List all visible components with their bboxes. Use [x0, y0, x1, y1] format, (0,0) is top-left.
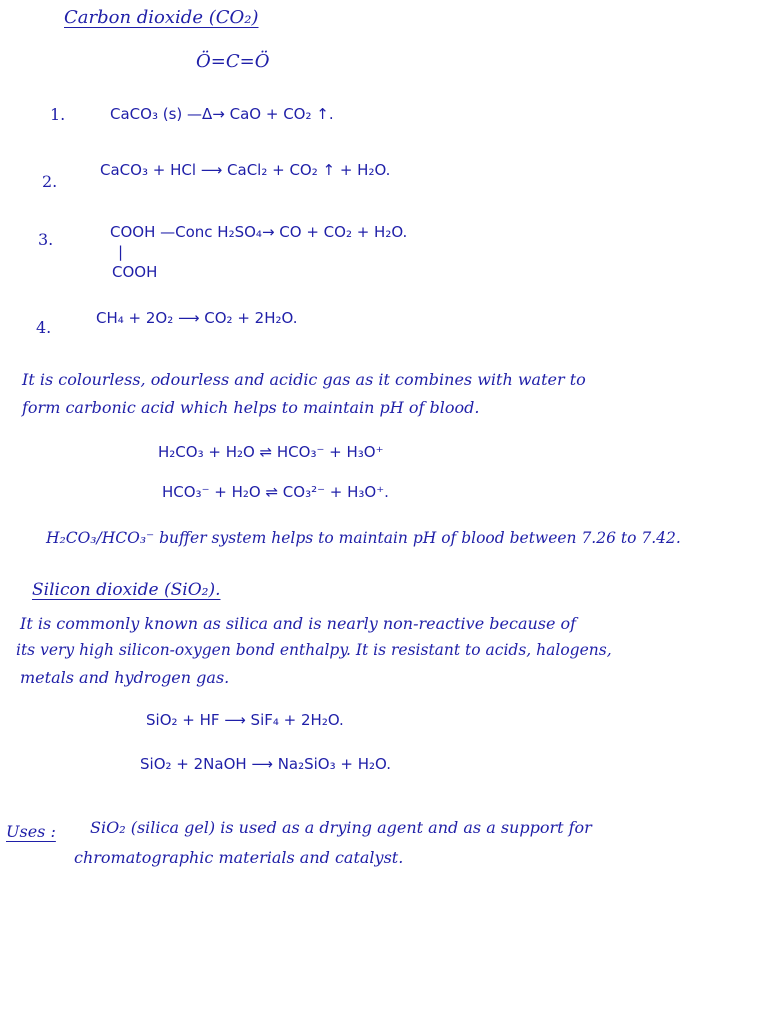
equilibrium-2: HCO₃⁻ + H₂O ⇌ CO₃²⁻ + H₃O⁺.: [162, 483, 389, 501]
co2-heading: Carbon dioxide (CO₂): [64, 7, 259, 28]
sio2-para-line-3: metals and hydrogen gas.: [20, 668, 230, 687]
equilibrium-1: H₂CO₃ + H₂O ⇌ HCO₃⁻ + H₃O⁺: [158, 443, 384, 461]
uses-label: Uses :: [6, 822, 56, 841]
sio2-para-line-2: its very high silicon-oxygen bond enthalpy. It is resistant to acids, halogens,: [16, 641, 612, 659]
reaction-3-number: 3.: [38, 230, 54, 249]
sio2-heading: Silicon dioxide (SiO₂).: [32, 580, 221, 600]
co2-para-line-2: form carbonic acid which helps to maintain pH of blood.: [22, 398, 480, 417]
reaction-2: CaCO₃ + HCl ⟶ CaCl₂ + CO₂ ↑ + H₂O.: [100, 161, 391, 179]
reaction-4: CH₄ + 2O₂ ⟶ CO₂ + 2H₂O.: [96, 309, 298, 327]
sio2-reaction-2: SiO₂ + 2NaOH ⟶ Na₂SiO₃ + H₂O.: [140, 755, 391, 773]
reaction-1: CaCO₃ (s) —Δ→ CaO + CO₂ ↑.: [110, 105, 334, 123]
co2-para-line-1: It is colourless, odourless and acidic gas as it combines with water to: [22, 370, 586, 389]
reaction-3-sub: COOH: [112, 263, 158, 281]
reaction-2-number: 2.: [42, 172, 58, 191]
sio2-reaction-1: SiO₂ + HF ⟶ SiF₄ + 2H₂O.: [146, 711, 344, 729]
sio2-para-line-1: It is commonly known as silica and is nearly non-reactive because of: [20, 614, 577, 633]
reaction-4-number: 4.: [36, 318, 52, 337]
buffer-statement: H₂CO₃/HCO₃⁻ buffer system helps to maintain pH of blood between 7.26 to 7.42.: [46, 529, 681, 547]
reaction-3-bond: |: [118, 243, 124, 261]
reaction-3: COOH —Conc H₂SO₄→ CO + CO₂ + H₂O.: [110, 223, 408, 241]
co2-lewis-structure: Ö=C=Ö: [196, 51, 270, 72]
uses-line-2: chromatographic materials and catalyst.: [74, 848, 404, 867]
uses-line-1: SiO₂ (silica gel) is used as a drying agent and as a support for: [90, 818, 592, 837]
reaction-1-number: 1.: [50, 105, 66, 124]
